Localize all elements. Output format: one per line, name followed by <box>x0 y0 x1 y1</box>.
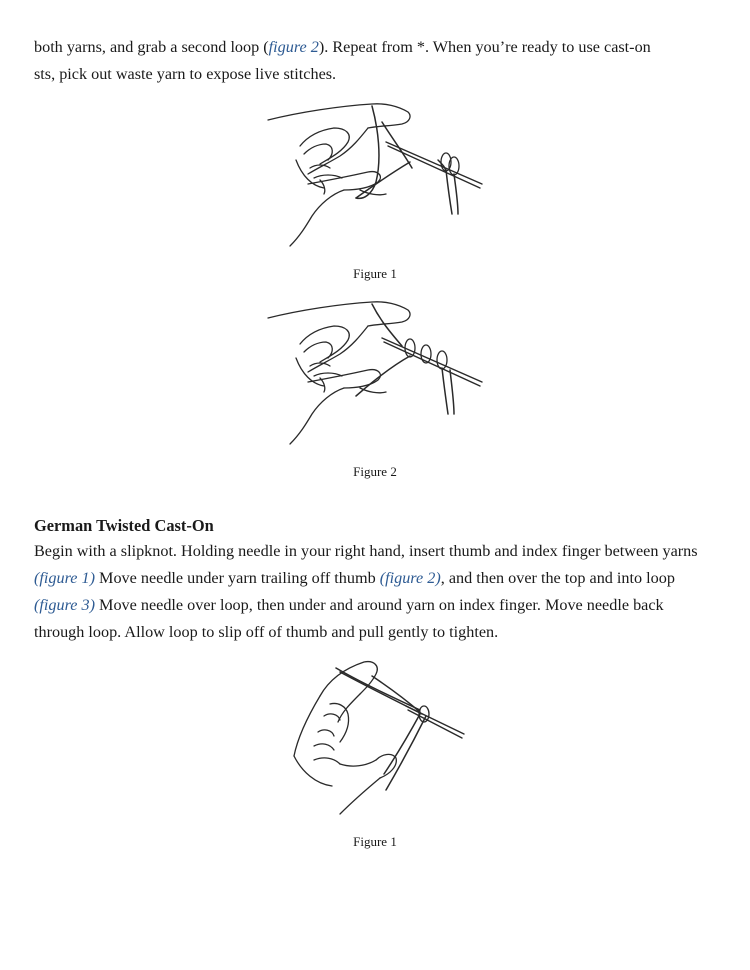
hand-cast-on-drawing <box>260 98 490 250</box>
german-figure-1-illustration <box>0 656 750 818</box>
figure-1-link[interactable]: (figure 1) <box>34 569 95 587</box>
figure-2-link[interactable]: figure 2 <box>268 38 319 56</box>
instruction-text-3: , and then over the top and into loop <box>440 569 675 587</box>
intro-text-1: both yarns, and grab a second loop ( <box>34 38 269 56</box>
instruction-text-1: Begin with a slipknot. Holding needle in your right hand, insert thumb and index finger between yarns <box>34 542 698 560</box>
figure-2-caption: Figure 2 <box>353 464 397 479</box>
intro-paragraph <box>34 34 718 88</box>
german-figure-1-caption: Figure 1 <box>353 834 397 849</box>
hand-cast-on-drawing <box>260 296 490 448</box>
instruction-text-2: Move needle under yarn trailing off thumb <box>95 569 380 587</box>
figure-1-caption: Figure 1 <box>353 266 397 281</box>
instruction-text-4: Move needle over loop, then under and around yarn on index finger. Move needle back through loop. Allow loop to slip off of thumb and pull gently to tighten. <box>34 596 664 641</box>
figure-3-link[interactable]: (figure 3) <box>34 596 95 614</box>
intro-text-2: ). Repeat from *. When you’re ready to use cast-on <box>318 38 651 56</box>
intro-text-3: sts, pick out waste yarn to expose live stitches. <box>34 65 337 83</box>
hand-german-cast-on-drawing <box>280 656 470 818</box>
german-instructions <box>34 538 718 646</box>
figure-1-illustration <box>0 98 750 250</box>
section-heading: German Twisted Cast-On <box>34 516 214 535</box>
figure-2-illustration <box>0 296 750 448</box>
figure-2-link[interactable]: (figure 2) <box>379 569 441 587</box>
